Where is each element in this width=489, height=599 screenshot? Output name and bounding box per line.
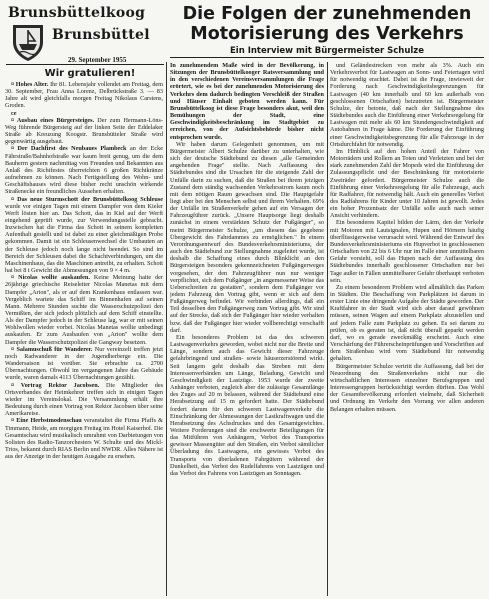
news-brief-text: an der Ecke Fährstraße/Bahnhofstraße war kaum breit genug, um die dem Bauherrn gestern nachmittag von Freunden und Bekannten aus Anlaß des Richtfestes überreichten 6 großen Richtkränze aufnehmen zu können. Nach Fertigstellung des Wohn- und Geschäftshauses wird diese bisher recht unschön wirkende Straßenecke ein freundliches Aussehen erhalten. [5,145,163,196]
news-brief [5,417,163,460]
article-paragraph: Bürgermeister Schulze vertritt die Auffassung, daß bei der Neuordnung des Straßenverkehrs nicht nur die wirtschaftlichen Interessen einzelner Berufsgruppen und Interessengruppen berücksichtigt werden dürften. Das Wohl der Gesamtbevölkerung erfordert vielmehr, daß Sicherheit und Ordnung im Verkehr den Vorrang vor allen anderen Belangen erhalten müssen. [330,362,484,413]
article-subheadline: Ein Interview mit Bürgermeister Schulze [229,46,424,56]
news-brief-lead: ¤ Nicolas wollte auskaufen. [11,274,90,282]
column-divider [166,62,167,596]
masthead-subtitle: Brunsbüttel [52,27,150,43]
news-brief-lead: ce [11,109,17,117]
news-column-left [5,81,163,595]
article-paragraph: und Geländestrecken von mehr als 3%. Auch ein Verkehrsverbot für Lastwagen an Sonn- und Feiertagen wird für notwendig erachtet. Dabei ist die Frage, inwieweit der Forderung nach Geschwindigkeitsbegrenzungen für Lastwagen (40 km innerhalb und 60 km außerhalb von geschlossenen Ortschaften) beizutreten ist. Bürgermeister Schulze, der betonte, daß nach der Stellungnahme des Städtebundes auch die Einführung einer Verkehrsregelung für Lastwagen mit mehr als 60 km Stundengeschwindigkeit auf Autobahnen in Frage käme. Die Forderung der Einführung einer Geschwindigkeitsbegrenzung für alle Fahrzeuge in der Ortsdurchfahrt für notwendig. [330,62,484,148]
news-brief-text: Nur vereinzelt treffen jetzt noch Radwanderer in der Jugendherberge ein. Die Wandersaison ist vorüber. Sie erbrachte ca. 2700 Übernachtungen. Obwohl im vergangenen Jahre das Gebäude wurde, waren damals 4113 Übernachtungen gezählt. [5,345,163,382]
news-brief [5,274,163,346]
article-column-middle [170,62,324,596]
news-brief-text: Keine Meinung hatte der 26jährige griechische Reiseleiter Nicolas Manetas mit dem Dampfer „Arion", als er auf dem Krankenhaus entlassen war. Vergeblich wartete das Schiff im Binnenhafen auf seinen Mann. Mehrere Stunden suchte die Wasserschutzpolizei den Vermißten, der sich jedoch plötzlich auf dem Schiff einstellte. Als der Dampfer jedoch in der Schleuse lag, war er mit seinen Wohlwollen wieder vorbei. Nicolas Manetas wollte unbedingt auskaufen. Er zum Ausbaufen von „Arion" wollte dem Dampfer die Wasserschutzpolizei die Gangway besetzen. [5,274,163,346]
gratulation-heading: Wir gratulieren! [44,68,136,79]
news-brief [5,346,163,382]
news-brief [5,196,163,275]
masthead [6,4,156,62]
divider [6,64,164,65]
article-headline: Die Folgen der zunehmenden Motorisierung des Verkehrs [182,4,472,44]
article-paragraph: Wir haben darum Gelegenheit genommen, um mit Bürgermeister Albert Schulze darüber zu unterhalten, wie sich der deutsche Städtebund zu diesen „alle Gemeinden angehenden Frage" stellte. Nach Auffassung des Städtebundes sind die Ursachen für die steigende Zahl der Unfälle darin zu suchen, daß die Straßen bei ihrem jetzigen Zustand dem ständig wachsenden Verkehrsstrom kaum noch mit dem nötigen Raum gewachsen sind. Die Hauptgefahr liegt aber bei den Menschen selbst und ihrem Verhalten. 69% der Unfälle im Straßenverkehr gehen auf ein Versagen der Fahrzeugführer zurück. „Unsere Hauptsorge liegt deshalb zunächst in einem verstärkten Schutz der Fußgänger", so meint Bürgermeister Schulze, „um diesem das gegebene Übergewicht des Fahrdammes zu ermöglichen." In einem Verordnungsentwurf des Bundesverkehrsministeriums, der auch den Städtebund zur Stellungnahme zugeleitet wurde, ist deshalb die Schaffung eines durch Blinklicht an den Bürgersteigen besonders gekennzeichneten Fußgängerweges vorgesehen, der den Fahrzeugführer nun nur weniger verpflichtet, sich dem Fußgänger „in angemessener Weise das Ueberschreiten zu gestatten", sondern dem Fußgänger vor jedem Fahrzeug den Vortrag gibt, wenn er sich auf dem Fußgängerweg befindet. Wir verbinden allerdings, daß ein Teil desselben den Fußgängerweg zum Vortrag gibt. Wir sind auf der Strecke, daß sich der Fußgänger hier wieder verhalten bzw. daß der Fußgänger hier wieder vollberechtigt verschafft darf. [170,140,324,334]
news-brief [5,145,163,195]
article-column-right [330,62,484,596]
news-brief-text: veranstaltet die Firma Pfaffs & Timmann, Heide, am morgigen Freitag im Hotel Kaiserhof. Die Gesamtschau wird musikalisch umrahmt von Darbietungen von Solisten des Radio-Tanzorchesters W. Schulte und des Mickl-Trios, bekannt durch RIAS Berlin und NWDR. Alles Nähere ist aus der Anzeige in der heutigen Ausgabe zu ersehen. [5,417,163,461]
news-brief-text: Der zum Hermann-Löns-Weg führende Bürgersteig auf der linken Seite der Eddelaker Straße ab Kreuzung Koogstr. Brunsbütteler Straße wird gegenwärtig ausgebaut. [5,116,163,146]
news-brief [5,110,163,117]
news-brief-text: Die Mitglieder des Ortsverbandes der Heimkehrer treffen sich in einigen Tagen wieder im Vereinslokal. Die Versammlung erhält ihre Bedeutung durch einen Vortrag von Rektor Jacobsen über seine Amerikareise. [5,381,163,418]
divider [170,57,484,58]
article-paragraph: Ein besonderes Problem ist das des schweren Lastwagenverkehrs geworden, wobei nicht nur die Breite und Länge, sondern auch das Gewicht dieser Fahrzeuge gefahrbringend und straßen- sowie häuserzerstörend wirkt. Seit langem geht deshalb das Streben mit dem Interessenverbänden um Länge, Beladung, Gewicht und Geschwindigkeit der Lastzüge. 1953 wurde der zweite Anhänger verboten, zugleich aber die zulässige Gesamtlänge des Zuges auf 20 m belassen, während der Städtebund eine Herabsetzung auf 15 m gefordert hatte. Der Städtebund fordert darum für den schweren Lastwagenverkehr die Einschränkung der Abmessungen der Lastkraftwagen und die Herabsetzung des Achsdruckes und des Gesamtgewichtes. Weitere Forderungen sind die erschwerte Beteiligungen für das Mitführen von Anhängern, Verbot des Transportes gewisser Massengüter auf den Straßen, ein Verbot sämtlicher Überladung des Lastwagens, ein gewisses Verbot des Transports von überladenen Fahrgütern während der Dunkelheit, das Verbot des Rudelfahrens von Lastzügen und das Verbot des Fahrens von Lastzügen an Sonntagen. [170,333,324,477]
news-brief-lead: ¤ Hohes Alter. [11,81,49,88]
masthead-title: Brunsbüttelkoog [8,5,146,21]
news-brief-lead: ¤ Das neue Sturmschott der Brunsbüttelkoog Schleuse [11,195,163,203]
news-brief [5,382,163,418]
article-paragraph: Ein besonderes Kapitel bilden der Lärm, den der Verkehr mit Motoren mit Lautsignalen, Hupen und Hörnern häufig überflüssigerweise verursacht wird. Während der Entwurf des Bundesverkehrsministeriums ein Hupverbot in geschlossenen Ortschaften von 22 bis 6 Uhr nur im Falle einer unmittelbaren Gefahr vorsieht, soll das Hupen nach der Auffassung des Städtebundes innerhalb geschlossener Ortschaften nur bei Tage außer in Fällen unmittelbarer Gefahr überhaupt verboten sein. [330,219,484,284]
news-brief-text: wurde vor einigen Tagen mit einem Dampfer von dem Kieler Werft lösten hier an. Das Schott, das in Kiel auf der Werft eingehend geprüft wurde, zur Verwendungsstelle gebracht. Inzwischen hat die Firma das Schott in seinem kompletten Aufenthalt gestellt und ist dabei zu einer gleichmäßigen Probe gekommen. Damit ist ein Schleusenwechsel die Umbauten an der Schleuse jedoch noch lange nicht beendet. So sind im Bereich der Schleusen dabei die Schachtverbindungen, um die Maschinenhaus, das die Maschinen antreibt, zu erhalten. Schott hat bei 8 t Gewicht die Abmessungen von 9 × 4 m. [5,202,163,275]
news-brief [5,117,163,146]
news-brief-lead: ¤ Salamuschuß für Wanderer. [11,345,93,353]
news-brief [5,81,163,110]
town-crest-icon [10,22,46,62]
news-brief-lead: ¤ Vortrag Rektor Jacobsen. [11,381,100,389]
article-paragraph: Zu einem besonderen Problem wird allmählich das Parken in Städten. Die Beschaffung von Parkplätzen ist darum in erster Linie eine dringende Aufgabe der Städte geworden. Der Kraftfahrer in der Stadt wird sich aber darauf gewöhnen müssen, seinen Wagen auf einem Parkplatz abzustellen und auf jedem Falle zum Parkplatz zu gehen. Es sei darum zu prüfen, ob es geraten ist, daß nicht überall geparkt werden darf, wo es gerade zweckmäßig erscheint. Auch eine Verschärfung der Führerscheinprüfungen und Vorschriften auf dem Straßenbau wird vom Städtebund für notwendig gehalten. [330,283,484,363]
issue-date: 29. September 1955 [68,56,127,64]
news-brief-lead: ¤ Ausbau eines Bürgersteiges. [11,116,95,124]
column-divider [327,62,328,596]
news-brief-lead: ¤ Der Dachfirst des Neubaues Plambeck [11,145,127,153]
news-brief-lead: ¤ Eine Herbstmodenschau [11,417,82,425]
news-brief-text: Ihr 81. Lebensjahr vollendet am Freitag, dem 30. September, Frau Anna Lorenz, Delbrückstraße 3. — 83 Jahre alt wird gleichfalls morgen Freitag Nikolaus Carstens, Groden. [5,81,163,110]
article-paragraph: In zunehmendem Maße wird in der Bevölkerung, in Sitzungen der Brunsbüttelkooger Ratsversammlung und in den verschiedenen Vereinsversammlungen die Frage erörtert, wie es bei der zunehmenden Motorisierung des Verkehrs dem dadurch bedingten Verschleiß der Straßen und Häuser Einhalt geboten werden kann. Für Brunsbüttelkoog ist diese Frage besonders akut, weil den Bemühungen der Stadt, eine Geschwindigkeitsbeschränkung im Stadtgebiet zu erreichen, von der Aufsichtsbehörde bisher nicht entsprochen wurde. [170,62,324,141]
article-paragraph: Im Hinblick auf den hohen Anteil der Fahrer von Motorrädern und Rollern an Toten und Verletzten und bei der stark zunehmenden Zahl der Mopeds wird die Einführung der Zulassungspflicht und der Beschränkung für motorisierte Zweiräder gefordert. Bürgermeister Schulze auch die Einführung einer Verkehrsregelung für alle Fahrzeuge, auch für Radfahrer, für notwendig hält. Auch ein generelles Verbot des Radfahrens für Kinder unter 10 Jahren ist gewollt. Jedes ein hoher Prozentsatz der Unfälle solle auch nach seiner Ansicht verhindern. [330,147,484,220]
